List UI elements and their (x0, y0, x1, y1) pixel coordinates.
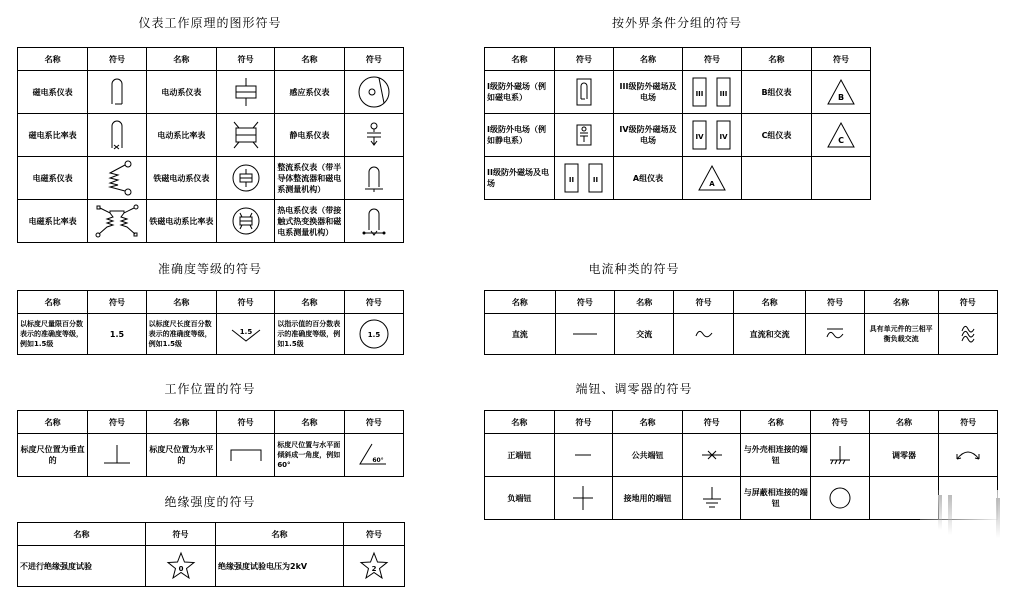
cell-name: A组仪表 (614, 157, 683, 200)
section-title-insulation: 绝缘强度的符号 (164, 495, 256, 509)
accuracy-circle-icon (344, 314, 403, 355)
header-name: 名称 (275, 291, 344, 314)
dc-icon (555, 314, 614, 355)
header-name: 名称 (18, 523, 146, 546)
electrostatic-icon (344, 114, 403, 157)
common-terminal-icon (682, 434, 741, 477)
cell-name: 铁磁电动系比率表 (146, 200, 216, 243)
header-symbol: 符号 (939, 411, 998, 434)
cell-name: 不进行绝缘强度试验 (18, 546, 146, 587)
section-title-current: 电流种类的符号 (588, 262, 680, 276)
header-symbol: 符号 (344, 523, 405, 546)
frame-terminal-icon (811, 434, 870, 477)
header-name: 名称 (18, 48, 88, 71)
cell-name: 与外壳相连接的端钮 (741, 434, 811, 477)
header-symbol: 符号 (344, 411, 403, 434)
header-name: 名称 (146, 411, 216, 434)
header-symbol: 符号 (806, 291, 864, 314)
ac-icon (674, 314, 733, 355)
group-c-icon (812, 114, 871, 157)
cell-name: II级防外磁场及电场 (485, 157, 555, 200)
external-table (484, 47, 871, 200)
watermark-mark (996, 498, 1000, 538)
svg-text:IV: IV (695, 133, 704, 141)
header-symbol: 符号 (812, 48, 871, 71)
ferrodynamic-icon (217, 157, 275, 200)
ferrodynamic-ratio-icon (217, 200, 275, 243)
zero-adjuster-icon (939, 434, 998, 477)
ac-dc-icon (806, 314, 864, 355)
svg-text:2: 2 (371, 565, 377, 573)
header-name: 名称 (18, 411, 88, 434)
header-symbol: 符号 (811, 411, 870, 434)
cell-name: B组仪表 (742, 71, 812, 114)
svg-text:II: II (592, 176, 599, 184)
star-0-icon (146, 546, 216, 587)
cell-name: III级防外磁场及电场 (614, 71, 683, 114)
principle-table (17, 47, 404, 243)
cell-name: 公共端钮 (613, 434, 683, 477)
cell-name: 静电系仪表 (275, 114, 344, 157)
thermoelectric-icon (344, 200, 403, 243)
accuracy-table (17, 290, 404, 355)
svg-text:0: 0 (178, 565, 183, 573)
header-name: 名称 (146, 48, 216, 71)
header-symbol: 符号 (938, 291, 997, 314)
class3-shield-icon (683, 71, 742, 114)
positive-terminal-icon (554, 434, 613, 477)
cell-empty (812, 157, 871, 200)
header-symbol: 符号 (344, 291, 403, 314)
svg-text:IV: IV (719, 133, 728, 141)
header-symbol: 符号 (217, 48, 275, 71)
electric-shield-icon (555, 114, 614, 157)
cell-name: 电动系比率表 (146, 114, 216, 157)
header-symbol: 符号 (682, 411, 741, 434)
header-name: 名称 (741, 411, 811, 434)
cell-name: 铁磁电动系仪表 (146, 157, 216, 200)
header-symbol: 符号 (555, 291, 614, 314)
cell-name: C组仪表 (742, 114, 812, 157)
cell-name: 与屏蔽相连接的端钮 (741, 477, 811, 520)
cell-name: 标度尺位置与水平面倾斜成一角度，例如60° (275, 434, 344, 477)
rectifier-icon (344, 157, 403, 200)
svg-text:1.5: 1.5 (367, 331, 381, 339)
header-name: 名称 (485, 411, 555, 434)
header-name: 名称 (18, 291, 88, 314)
group-a-icon (683, 157, 742, 200)
header-name: 名称 (733, 291, 806, 314)
cell-name: I级防外磁场（例如磁电系） (485, 71, 555, 114)
cell-name: 以标度尺量限百分数表示的准确度等级，例如1.5级 (18, 314, 88, 355)
cell-name: 电磁系比率表 (18, 200, 88, 243)
header-name: 名称 (613, 411, 683, 434)
header-name: 名称 (869, 411, 939, 434)
svg-text:A: A (709, 180, 715, 188)
cell-name: 正端钮 (485, 434, 555, 477)
watermark-mark (948, 495, 952, 535)
section-title-position: 工作位置的符号 (164, 382, 256, 396)
watermark-mark (938, 495, 942, 530)
header-symbol: 符号 (146, 523, 216, 546)
star-2-icon (344, 546, 405, 587)
cell-empty (742, 157, 812, 200)
svg-text:III: III (719, 90, 728, 98)
cell-name: 具有单元件的三相平衡负载交流 (864, 314, 938, 355)
cell-name: 负端钮 (485, 477, 555, 520)
cell-name: 感应系仪表 (275, 71, 344, 114)
class4-shield-icon (683, 114, 742, 157)
magnetic-shield-icon (555, 71, 614, 114)
svg-text:II: II (568, 176, 575, 184)
electromagnetic-ratio-icon (88, 200, 146, 243)
ground-terminal-icon (682, 477, 741, 520)
header-symbol: 符号 (88, 411, 146, 434)
cell-name: 接地用的端钮 (613, 477, 683, 520)
header-name: 名称 (615, 291, 674, 314)
cell-name: 标度尺位置为水平的 (146, 434, 216, 477)
svg-text:1.5: 1.5 (239, 328, 252, 336)
header-symbol: 符号 (217, 291, 275, 314)
electromagnetic-icon (88, 157, 146, 200)
cell-name: 磁电系仪表 (18, 71, 88, 114)
cell-name: 磁电系比率表 (18, 114, 88, 157)
cell-name: 以指示值的百分数表示的准确度等级，例如1.5级 (275, 314, 344, 355)
cell-name: IV级防外磁场及电场 (614, 114, 683, 157)
svg-text:60°: 60° (372, 457, 384, 464)
accuracy-value: 1.5 (88, 314, 146, 355)
vertical-position-icon (88, 434, 146, 477)
section-title-external: 按外界条件分组的符号 (611, 16, 742, 30)
electrodynamic-icon (217, 71, 275, 114)
cell-name: 电动系仪表 (146, 71, 216, 114)
header-symbol: 符号 (555, 48, 614, 71)
cell-name: 绝缘强度试验电压为2kV (216, 546, 344, 587)
cell-name: 直流 (485, 314, 556, 355)
header-symbol: 符号 (674, 291, 733, 314)
induction-icon (344, 71, 403, 114)
cell-name: 热电系仪表（带接触式热变换器和磁电系测量机构） (275, 200, 344, 243)
header-name: 名称 (146, 291, 216, 314)
header-symbol: 符号 (88, 48, 146, 71)
magnetoelectric-icon (88, 71, 146, 114)
inclined-position-icon (344, 434, 403, 477)
negative-terminal-icon (554, 477, 613, 520)
header-name: 名称 (614, 48, 683, 71)
cell-name: 调零器 (869, 434, 939, 477)
cell-name: 交流 (615, 314, 674, 355)
header-symbol: 符号 (683, 48, 742, 71)
section-title-accuracy: 准确度等级的符号 (157, 262, 262, 276)
header-name: 名称 (485, 48, 555, 71)
header-symbol: 符号 (344, 48, 403, 71)
cell-name: 以标度尺长度百分数表示的准确度等级，例如1.5级 (146, 314, 216, 355)
insulation-table (17, 522, 405, 587)
cell-name: 直流和交流 (733, 314, 806, 355)
accuracy-chevron-icon (217, 314, 275, 355)
svg-text:III: III (695, 90, 704, 98)
current-table (484, 290, 998, 355)
header-name: 名称 (216, 523, 344, 546)
horizontal-position-icon (217, 434, 275, 477)
cell-name: 标度尺位置为垂直的 (18, 434, 88, 477)
svg-text:B: B (837, 93, 845, 102)
svg-text:C: C (838, 136, 844, 145)
header-symbol: 符号 (554, 411, 613, 434)
cell-name: 整流系仪表（带半导体整流器和磁电系测量机构） (275, 157, 344, 200)
header-name: 名称 (275, 411, 344, 434)
shield-terminal-icon (811, 477, 870, 520)
cell-name: I级防外电场（例如静电系） (485, 114, 555, 157)
header-name: 名称 (485, 291, 556, 314)
group-b-icon (812, 71, 871, 114)
header-symbol: 符号 (88, 291, 146, 314)
magnetoelectric-ratio-icon (88, 114, 146, 157)
header-name: 名称 (864, 291, 938, 314)
position-table (17, 410, 404, 477)
header-symbol: 符号 (217, 411, 275, 434)
header-name: 名称 (742, 48, 812, 71)
header-name: 名称 (275, 48, 344, 71)
cell-name: 电磁系仪表 (18, 157, 88, 200)
section-title-terminal: 端钮、调零器的符号 (575, 382, 693, 396)
class2-shield-icon (555, 157, 614, 200)
electrodynamic-ratio-icon (217, 114, 275, 157)
section-title-principle: 仪表工作原理的图形符号 (138, 16, 282, 30)
three-phase-icon (938, 314, 997, 355)
